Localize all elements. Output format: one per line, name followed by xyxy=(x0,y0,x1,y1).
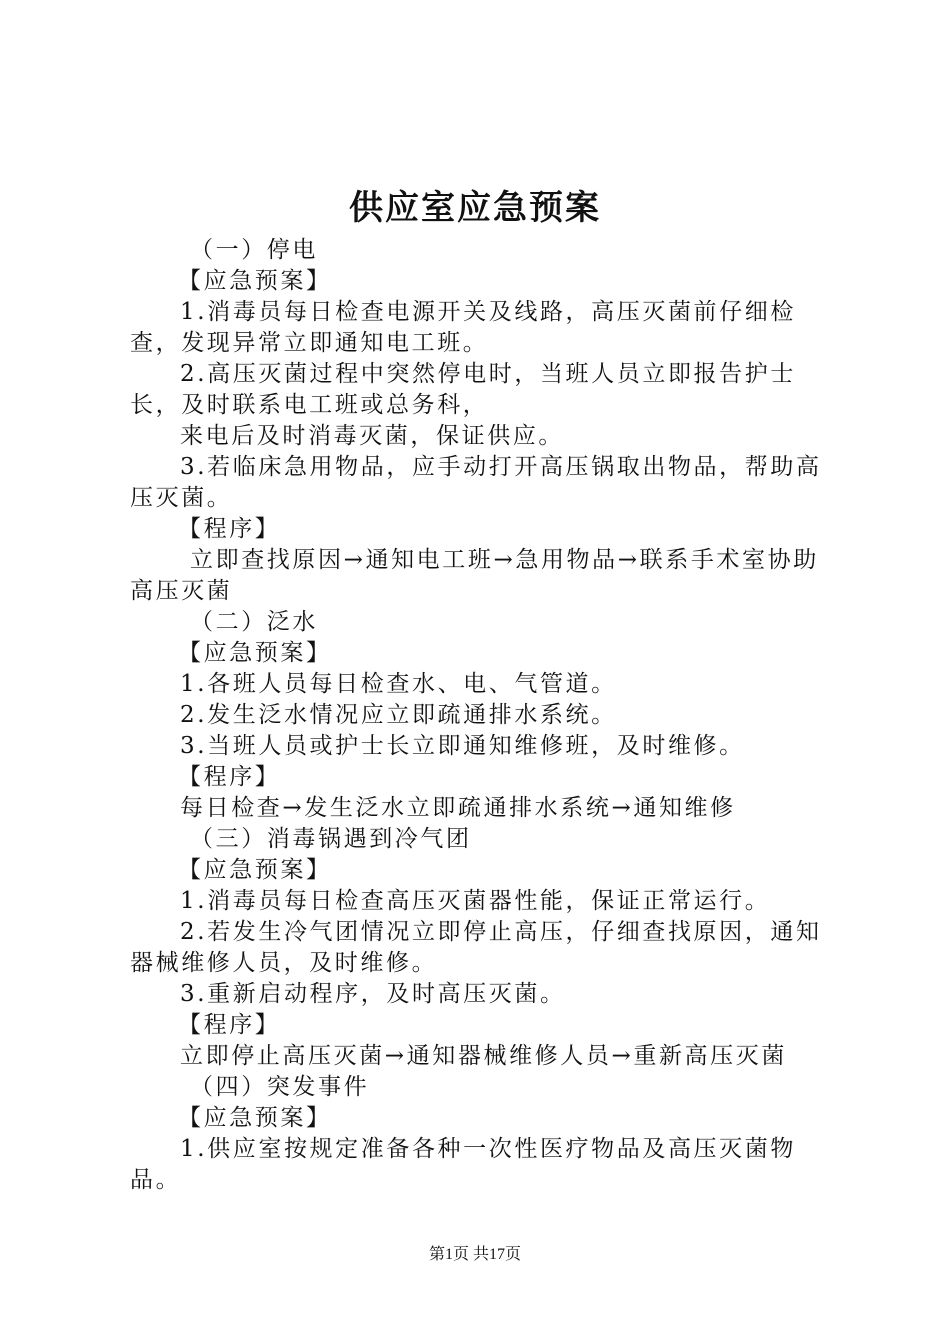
paragraph: 3.当班人员或护士长立即通知维修班，及时维修。 xyxy=(180,733,745,759)
paragraph: （一）停电 xyxy=(190,237,318,263)
paragraph: 每日检查→发生泛水立即疏通排水系统→通知维修 xyxy=(180,795,736,821)
paragraph: 1.消毒员每日检查电源开关及线路，高压灭菌前仔细检查，发现异常立即通知电工班。 xyxy=(130,299,796,356)
paragraph: 1.消毒员每日检查高压灭菌器性能，保证正常运行。 xyxy=(180,888,771,914)
paragraph: 3.重新启动程序，及时高压灭菌。 xyxy=(180,981,566,1007)
document-title: 供应室应急预案 xyxy=(349,188,601,228)
paragraph: （三）消毒锅遇到冷气团 xyxy=(190,826,472,852)
paragraph: 2.高压灭菌过程中突然停电时，当班人员立即报告护士长，及时联系电工班或总务科， xyxy=(130,361,796,418)
paragraph: 【应急预案】 xyxy=(178,857,332,883)
paragraph: 2.若发生冷气团情况立即停止高压，仔细查找原因，通知器械维修人员，及时维修。 xyxy=(130,919,822,976)
paragraph: 【程序】 xyxy=(178,764,281,790)
paragraph: 1.供应室按规定准备各种一次性医疗物品及高压灭菌物品。 xyxy=(130,1136,796,1193)
paragraph: 【程序】 xyxy=(178,1012,281,1038)
paragraph: 1.各班人员每日检查水、电、气管道。 xyxy=(180,671,617,697)
paragraph: 【程序】 xyxy=(178,516,281,542)
paragraph: 立即查找原因→通知电工班→急用物品→联系手术室协助高压灭菌 xyxy=(130,547,819,604)
paragraph: 【应急预案】 xyxy=(178,268,332,294)
paragraph: 3.若临床急用物品，应手动打开高压锅取出物品，帮助高压灭菌。 xyxy=(130,454,822,511)
paragraph: 来电后及时消毒灭菌，保证供应。 xyxy=(180,423,564,449)
paragraph: （四）突发事件 xyxy=(190,1074,370,1100)
paragraph: 【应急预案】 xyxy=(178,640,332,666)
page-footer: 第1页 共17页 xyxy=(428,1246,521,1263)
paragraph: 【应急预案】 xyxy=(178,1105,332,1131)
paragraph: 立即停止高压灭菌→通知器械维修人员→重新高压灭菌 xyxy=(180,1043,787,1069)
paragraph: （二）泛水 xyxy=(190,609,318,635)
document-body xyxy=(130,235,842,1196)
paragraph: 2.发生泛水情况应立即疏通排水系统。 xyxy=(180,702,617,728)
